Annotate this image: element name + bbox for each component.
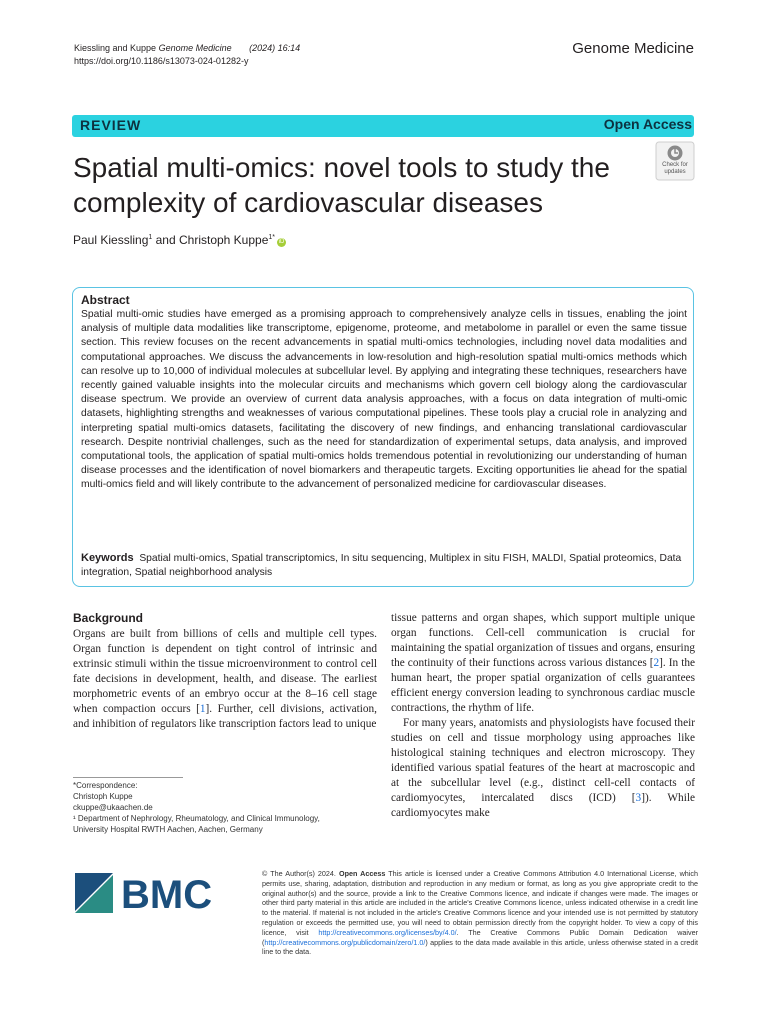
copyright: © The Author(s) 2024. [262, 869, 336, 878]
affiliation: University Hospital RWTH Aachen, Aachen, Germany [73, 825, 263, 834]
abstract-text: Spatial multi-omic studies have emerged as a promising approach to comprehensively analyze cells in tissues, enabling the joint analysis of multiple data modalities like transcriptome, epigenome, proteome, and metabolome in parallel or even the same tissue section. This review focuses on the recent advancements in spatial multi-omics technologies, including novel data modalities and computational approaches. We discuss the advancements in low-resolution and high-resolution spatial multi-omics methods which can resolve up to 10,000 of individual molecules at subcellular level. By applying and integrating these techniques, researchers have recently gained valuable insights into the molecular circuits and mechanisms which govern cell biology along the cardiovascular disease spectrum. We provide an overview of current data analysis approaches, with a focus on data integration of multi-omic datasets, highlighting strengths and weaknesses of various computational pipelines. These tools play a crucial role in analyzing and interpreting spatial multi-omics datasets, facilitating the discovery of new findings, and enhancing translational cardiovascular research. Despite nontrivial challenges, such as the need for standardization of experimental setups, data analysis, and improved computational tools, the application of spatial multi-omics holds tremendous potential in revolutionizing our understanding of human disease processes and the identification of novel biomarkers and therapeutic targets. Exciting opportunities lie ahead for the spatial multi-omics field and will likely contribute to the advancement of personalized medicine for cardiovascular diseases. [81, 309, 687, 491]
correspondence-email[interactable]: ckuppe@ukaachen.de [73, 803, 153, 812]
correspondence-name: Christoph Kuppe [73, 792, 133, 801]
affiliation-marker: 1* [268, 234, 275, 241]
author-line [73, 233, 286, 247]
check-for-updates-label: Check for updates [662, 162, 688, 175]
body-column-right [391, 611, 695, 821]
article-title: Spatial multi-omics: novel tools to study the complexity of cardiovascular diseases [73, 152, 610, 218]
affiliation: ¹ Department of Nephrology, Rheumatology, and Clinical Immunology, [73, 814, 320, 823]
body-text: ]. In the human heart, the proper spatial organization of cells guarantees efficient energy conversion leading to synchronous cardiac muscle contractions, the rhythm of life. [391, 657, 695, 714]
license-body: This article is licensed under a Creative Commons Attribution 4.0 International License, which permits use, sharing, adaptation, distribution and reproduction in any medium or format, as long as you give appropriate credit to the original author(s) and the source, provide a link to the Creative Commons licence, and indicate if changes were made. The images or other third party material in this article are included in the article's Creative Commons licence, unless indicated otherwise in a credit line to the material. If material is not included in the article's Creative Commons licence and your intended use is not permitted by statutory regulation or exceeds the permitted use, you will need to obtain permission directly from the copyright holder. To view a copy of this licence, visit [262, 869, 698, 937]
open-access-label: Open Access [603, 116, 692, 132]
author-name: Christoph Kuppe [178, 233, 269, 247]
paragraph [391, 716, 695, 821]
body-text: For many years, anatomists and physiologists have focused their studies on cell and tissue morphology using approaches like histological staining techniques and electron microscopy. They identified various spatial features of the heart at macroscopic and at the subcellular level (e.g., distinct cell-cell contacts of cardiomyocytes, intercalated discs (ICD) [ [391, 717, 695, 804]
article-type-label: REVIEW [80, 117, 142, 133]
citation-line [74, 42, 300, 55]
keywords-list: Spatial multi-omics, Spatial transcriptomics, In situ sequencing, Multiplex in situ FISH, MALDI, Spatial proteomics, Data integration, Spatial neighborhood analysis [81, 553, 682, 579]
article-meta [74, 42, 300, 68]
body-column-left [73, 627, 377, 732]
keywords-label: Keywords [81, 552, 134, 564]
body-text: ]. Further, cell divisions, activation, and inhibition of regulators like transcription factors lead to unique [73, 703, 378, 730]
journal-italic: Genome Medicine [158, 43, 232, 53]
body-text: ]). While cardiomyocytes make [391, 792, 695, 819]
author-separator: and [152, 233, 179, 247]
citation-link[interactable]: 2 [653, 657, 660, 669]
logo-text: BMC [121, 873, 213, 913]
waiver-link[interactable]: http://creativecommons.org/publicdomain/zero/1.0/ [264, 937, 426, 947]
author-name: Paul Kiessling [73, 233, 149, 247]
article-type-banner [72, 115, 694, 137]
correspondence-label: *Correspondence: [73, 781, 138, 790]
license-text [262, 869, 698, 957]
body-text: Organs are built from billions of cells and multiple cell types. Organ function is dependent on tight control of intrinsic and extrinsic stimuli within the tissue microenvironment to control cell fate decisions in development, health, and disease. The earliest morphometric events of an embryo occur at the 8–16 cell stage when compaction occurs [ [73, 628, 377, 715]
section-heading: Background [73, 611, 144, 625]
authors-short: Kiessling and Kuppe [74, 43, 157, 53]
footnotes [73, 780, 373, 835]
license-body: . The Creative Commons Public Domain Dedication waiver ( [262, 927, 698, 947]
journal-name: Genome Medicine [572, 40, 694, 57]
license-open-access: Open Access [338, 869, 386, 878]
bmc-logo [75, 873, 215, 913]
orcid-icon[interactable]: iD [278, 239, 285, 245]
license-body: ) applies to the data made available in this article, unless otherwise stated in a credit line to the data. [262, 937, 698, 957]
body-text: tissue patterns and organ shapes, which support multiple unique organ functions. Cell-cell communication is crucial for maintaining the spatial organization of tissues and organs, ensuring the continuity of their functions across various distances [ [391, 612, 695, 669]
citation-link[interactable]: 3 [635, 792, 642, 804]
doi-link[interactable]: https://doi.org/10.1186/s13073-024-01282-y [74, 56, 249, 66]
volume: (2024) 16:14 [249, 43, 301, 53]
abstract-heading: Abstract [81, 293, 130, 307]
check-for-updates-icon[interactable] [655, 141, 695, 181]
affiliation-marker: 1 [148, 234, 153, 241]
citation-link[interactable]: 1 [199, 703, 206, 715]
paragraph [391, 611, 695, 716]
keywords [81, 551, 687, 580]
footnote-divider [73, 777, 183, 778]
license-link[interactable]: http://creativecommons.org/licenses/by/4.0/ [318, 927, 457, 937]
